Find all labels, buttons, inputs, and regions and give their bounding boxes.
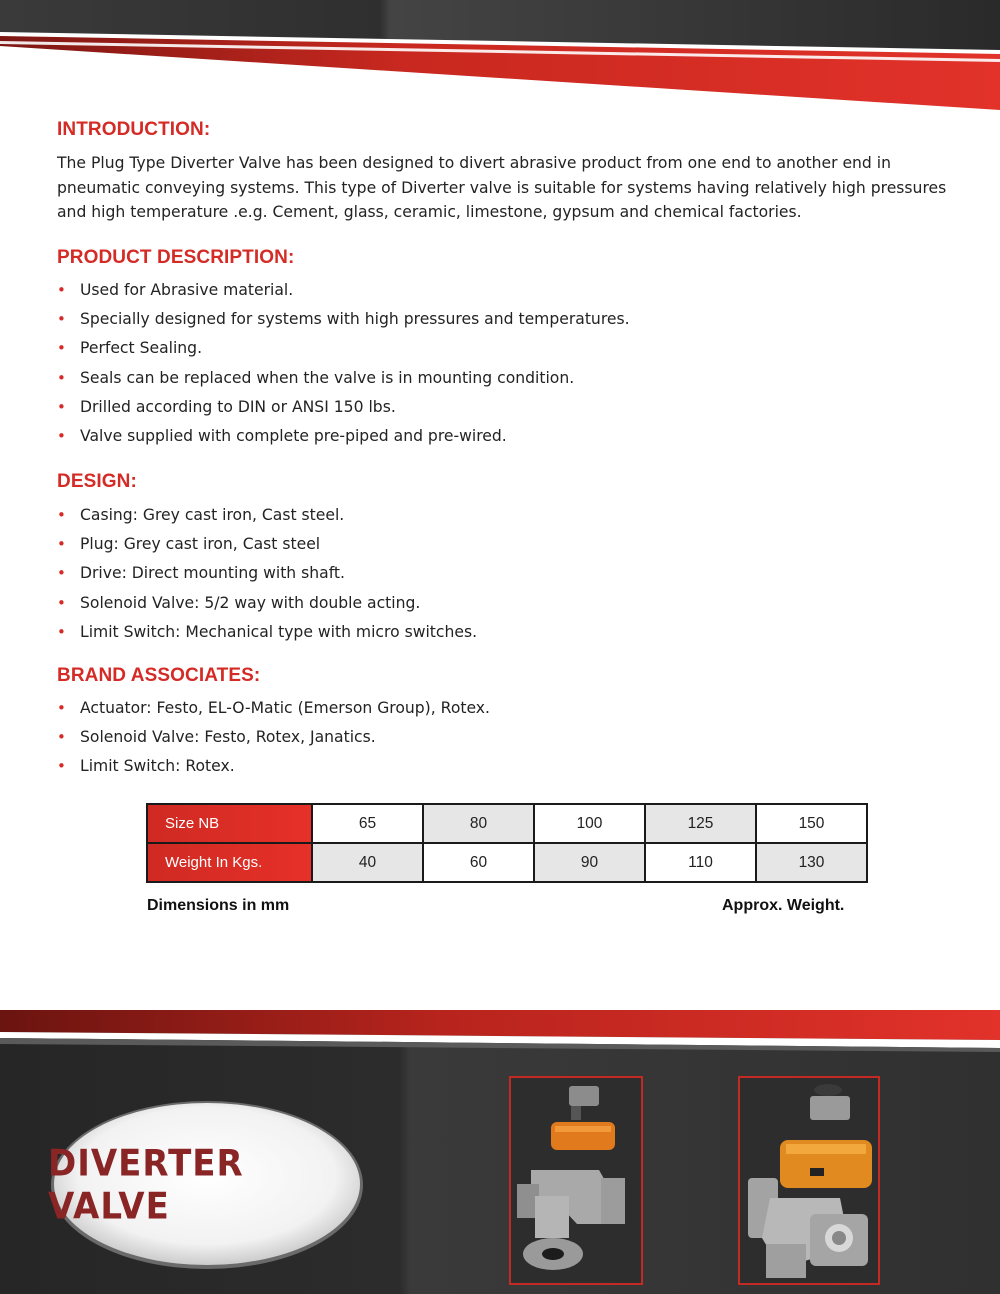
table-cell: 40	[312, 843, 423, 882]
table-row-weight	[147, 843, 867, 882]
list-item: • Valve supplied with complete pre-piped and pre-wired.	[57, 422, 630, 451]
table-cell: 65	[312, 804, 423, 843]
table-cell: 90	[534, 843, 645, 882]
product-title: DIVERTER VALVE	[48, 1141, 244, 1228]
top-banner	[0, 0, 1000, 120]
size-row-header: Size NB	[147, 804, 312, 843]
table-cell: 130	[756, 843, 867, 882]
table-cell: 110	[645, 843, 756, 882]
list-item: • Used for Abrasive material.	[57, 276, 630, 305]
list-item: • Drive: Direct mounting with shaft.	[57, 559, 477, 588]
design-list	[57, 501, 477, 647]
list-item: • Limit Switch: Mechanical type with micro switches.	[57, 618, 477, 647]
list-item: • Drilled according to DIN or ANSI 150 lbs.	[57, 393, 630, 422]
brand-associates-heading: BRAND ASSOCIATES:	[57, 665, 261, 686]
table-cell: 150	[756, 804, 867, 843]
table-cell: 100	[534, 804, 645, 843]
valve-image-icon	[740, 1078, 878, 1283]
product-title-badge	[48, 1097, 366, 1272]
table-cell: 80	[423, 804, 534, 843]
valve-image-icon	[511, 1078, 641, 1283]
weight-note: Approx. Weight.	[722, 897, 845, 914]
list-item: • Actuator: Festo, EL-O-Matic (Emerson Group), Rotex.	[57, 694, 490, 723]
list-item: • Plug: Grey cast iron, Cast steel	[57, 530, 477, 559]
list-item: • Perfect Sealing.	[57, 334, 630, 363]
size-weight-table	[146, 803, 868, 883]
dimensions-note: Dimensions in mm	[147, 897, 290, 914]
design-heading: DESIGN:	[57, 471, 137, 492]
diverter-valve-photo-1	[509, 1076, 643, 1285]
product-description-heading: PRODUCT DESCRIPTION:	[57, 247, 295, 268]
product-description-list	[57, 276, 630, 451]
list-item: • Solenoid Valve: Festo, Rotex, Janatics.	[57, 723, 490, 752]
diverter-valve-photo-2	[738, 1076, 880, 1285]
table-row-size	[147, 804, 867, 843]
table-cell: 60	[423, 843, 534, 882]
table-cell: 125	[645, 804, 756, 843]
introduction-heading: INTRODUCTION:	[57, 119, 211, 140]
list-item: • Limit Switch: Rotex.	[57, 752, 490, 781]
list-item: • Solenoid Valve: 5/2 way with double acting.	[57, 589, 477, 618]
list-item: • Seals can be replaced when the valve is in mounting condition.	[57, 364, 630, 393]
list-item: • Specially designed for systems with high pressures and temperatures.	[57, 305, 630, 334]
list-item: • Casing: Grey cast iron, Cast steel.	[57, 501, 477, 530]
brand-associates-list	[57, 694, 490, 782]
introduction-text: The Plug Type Diverter Valve has been designed to divert abrasive product from one end to another end in pneumatic conveying systems. This type of Diverter valve is suitable for systems having relatively high pressures and high temperature .e.g. Cement, glass, ceramic, limestone, gypsum and chemical factories.	[57, 154, 947, 221]
weight-row-header: Weight In Kgs.	[147, 843, 312, 882]
